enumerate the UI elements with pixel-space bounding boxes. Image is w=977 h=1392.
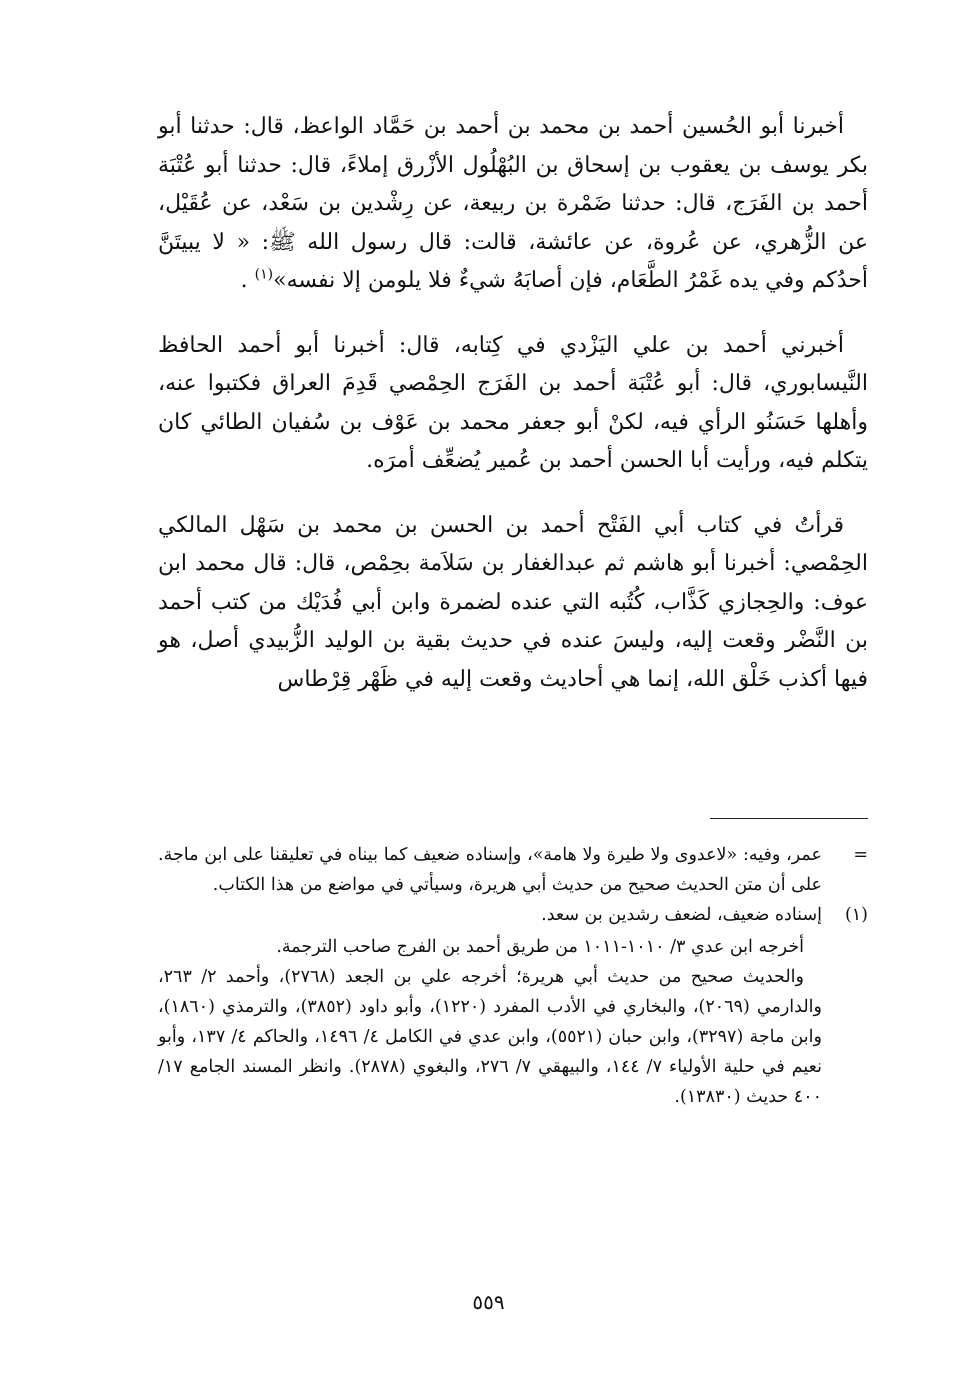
paragraph-1-text: أخبرنا أبو الحُسين أحمد بن محمد بن أحمد بن حَمَّاد الواعظ، قال: حدثنا أبو بكر يوسف بن يعقوب بن إسحاق بن البُهْلُول الأزْرق إملاءً، قال: حدثنا أبو عُتْبَة أحمد بن الفَرَج، قال: حدثنا ضَمْرة بن ربيعة، عن رِشْدين بن سَعْد، عن عُقَيْل، عن الزُّهري، عن عُروة، عن عائشة، قالت: قال رسول الله ﷺ: « لا يبيتَنَّ أحدُكم وفي يده غَمْرُ الطَّعَام، فإن أصابَهُ شيءٌ فلا يلومن إلا نفسه» bbox=[158, 114, 868, 293]
continuation-mark: = bbox=[853, 845, 868, 865]
main-text bbox=[158, 108, 868, 723]
footnote-1-details bbox=[158, 962, 868, 1112]
paragraph-2-text: أخبرني أحمد بن علي اليَزْدي في كِتابه، قال: أخبرنا أبو أحمد الحافظ النَّيسابوري، قال: أبو عُتْبَة أحمد بن الفَرَج الحِمْصي قَدِمَ العراق فكتبوا عنه، وأهلها حَسَنُو الرأي فيه، لكنْ أبو جعفر محمد بن عَوْف بن سُفيان الطائي كان يتكلم فيه، ورأيت أبا الحسن أحمد بن عُمير يُضعِّف أمرَه. bbox=[158, 332, 868, 473]
continuation-text: عمر، وفيه: «لاعدوى ولا طيرة ولا هامة»، وإسناده ضعيف كما بيناه في تعليقنا على ابن ماجة. على أن متن الحديث صحيح من حديث أبي هريرة، وسيأتي في مواضع من هذا الكتاب. bbox=[158, 845, 822, 895]
footnote-1-source bbox=[158, 932, 868, 962]
footnote-1 bbox=[158, 900, 868, 930]
footnote-1-details-text: والحديث صحيح من حديث أبي هريرة؛ أخرجه علي بن الجعد (٢٧٦٨)، وأحمد ٢/ ٢٦٣، والدارمي (٢٠٦٩)، والبخاري في الأدب المفرد (١٢٢٠)، وأبو داود (٣٨٥٢)، والترمذي (١٨٦٠)، وابن ماجة (٣٢٩٧)، وابن حبان (٥٥٢١)، وابن عدي في الكامل ٤/ ١٤٩٦، والحاكم ٤/ ١٣٧، وأبو نعيم في حلية الأولياء ٧/ ١٤٤، والبيهقي ٧/ ٢٧٦، والبغوي (٢٨٧٨). وانظر المسند الجامع ١٧/ ٤٠٠ حديث (١٣٨٣٠). bbox=[158, 967, 822, 1107]
paragraph-2 bbox=[158, 327, 868, 481]
paragraph-1-tail: . bbox=[240, 268, 255, 293]
paragraph-3-text: قرأتُ في كتاب أبي الفَتْح أحمد بن الحسن بن محمد بن سَهْل المالكي الحِمْصي: أخبرنا أبو هاشم ثم عبدالغفار بن سَلاَمة بحِمْص، قال: قال محمد ابن عوف: والحِجازي كَذَّاب، كُتُبه التي عنده لضمرة وابن أبي فُدَيْك من كتب أحمد بن النَّضْر وقعت إليه، وليسَ عنده في حديث بقية بن الوليد الزُّبيدي أصل، هو فيها أكذب خَلْق الله، إنما هي أحاديث وقعت إليه في ظَهْر قِرْطاس bbox=[158, 512, 868, 692]
footnotes bbox=[158, 840, 868, 1112]
paragraph-3 bbox=[158, 507, 868, 700]
page-number: ٥٥٩ bbox=[472, 1290, 505, 1314]
footnote-1-number: (١) bbox=[844, 905, 868, 925]
footnote-1-text: إسناده ضعيف، لضعف رشدين بن سعد. bbox=[541, 905, 822, 925]
footnote-reference-1: (١) bbox=[254, 266, 274, 283]
paragraph-1 bbox=[158, 108, 868, 301]
footnote-continuation bbox=[158, 840, 868, 900]
footnote-1-source-text: أخرجه ابن عدي ٣/ ١٠١٠-١٠١١ من طريق أحمد بن الفرج صاحب الترجمة. bbox=[276, 937, 804, 957]
footnote-separator bbox=[710, 818, 868, 819]
